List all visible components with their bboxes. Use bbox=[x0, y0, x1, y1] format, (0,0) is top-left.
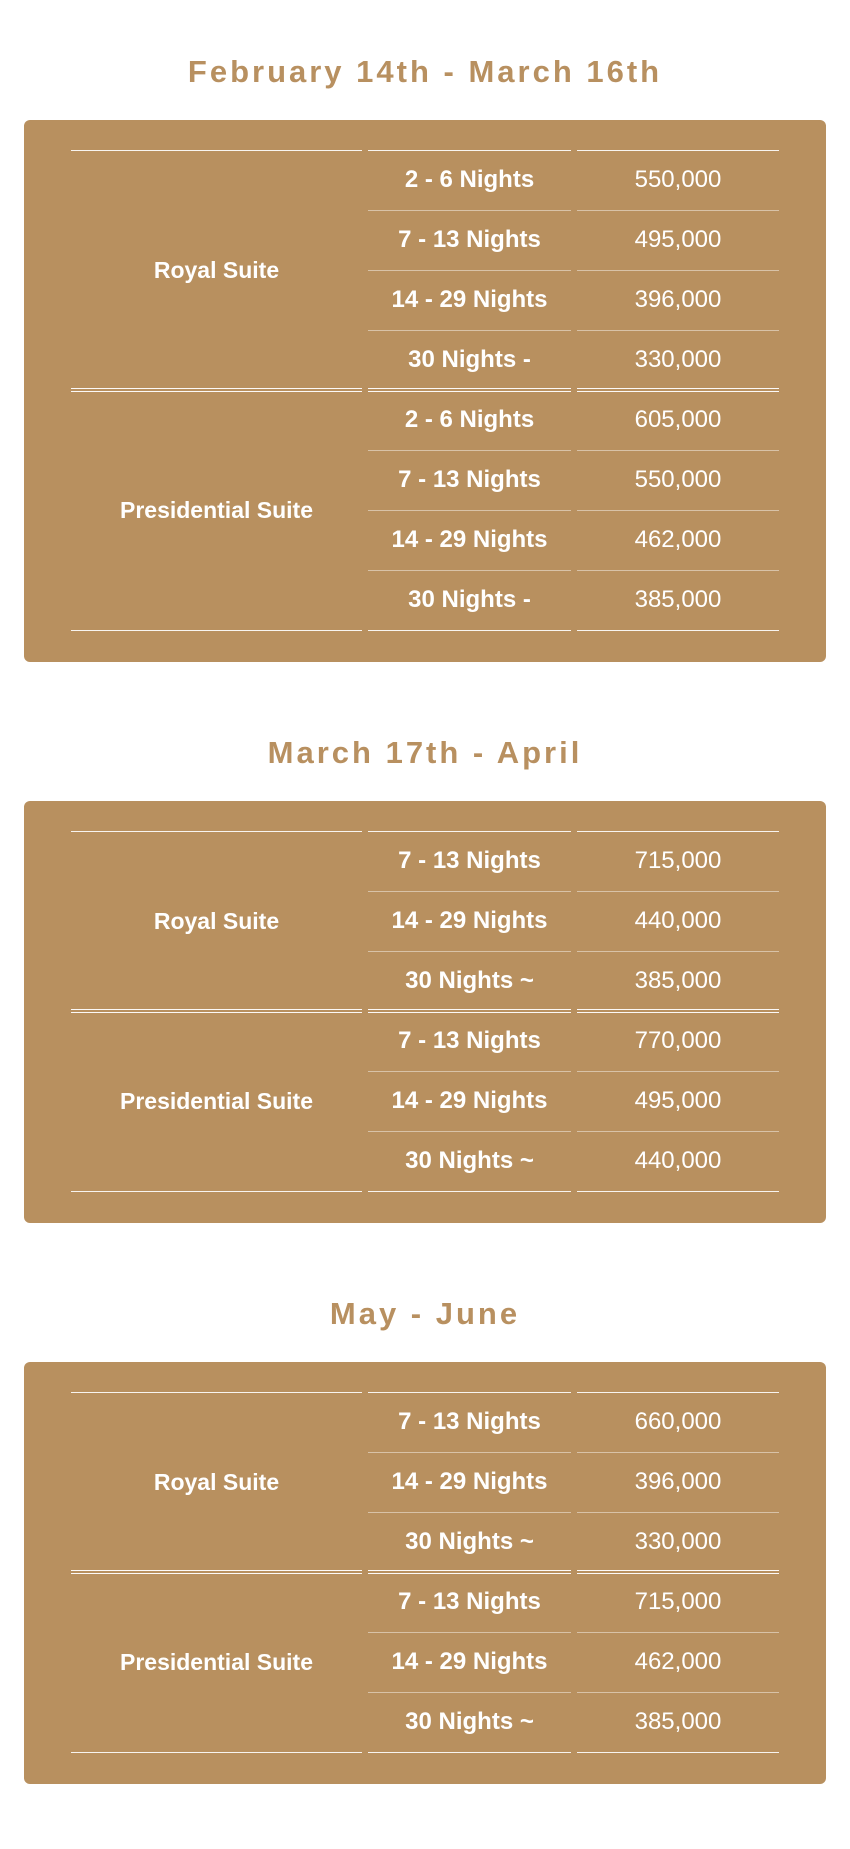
table-bottom-rule bbox=[71, 1191, 362, 1192]
table-bottom-rule bbox=[368, 1752, 571, 1753]
nights-range-cell: 14 - 29 Nights bbox=[391, 907, 548, 934]
nights-range-cell: 2 - 6 Nights bbox=[404, 406, 535, 433]
price-cell: 605,000 bbox=[634, 406, 722, 433]
nights-range-cell: 30 Nights ~ bbox=[405, 967, 534, 994]
table-bottom-rule bbox=[577, 1752, 779, 1753]
nights-range-cell: 7 - 13 Nights bbox=[398, 1027, 541, 1054]
nights-range-cell: 14 - 29 Nights bbox=[391, 1087, 548, 1114]
price-cell: 550,000 bbox=[634, 166, 722, 193]
price-cell: 385,000 bbox=[634, 1708, 722, 1735]
table-row bbox=[24, 891, 826, 951]
table-row bbox=[24, 450, 826, 510]
table-bottom-rule bbox=[71, 630, 362, 631]
nights-range-cell: 14 - 29 Nights bbox=[391, 526, 548, 553]
table-row bbox=[24, 1071, 826, 1131]
price-cell: 660,000 bbox=[634, 1408, 722, 1435]
suite-name-label: Presidential Suite bbox=[119, 1088, 313, 1114]
nights-range-cell: 30 Nights ~ bbox=[405, 1528, 534, 1555]
nights-range-cell: 7 - 13 Nights bbox=[398, 847, 541, 874]
season-title: March 17th - April bbox=[267, 735, 583, 770]
nights-range-cell: 14 - 29 Nights bbox=[391, 1468, 548, 1495]
nights-range-cell: 14 - 29 Nights bbox=[391, 1648, 548, 1675]
table-row bbox=[24, 1392, 826, 1452]
price-cell: 440,000 bbox=[634, 907, 722, 934]
table-bottom-rule bbox=[71, 1752, 362, 1753]
table-row bbox=[24, 1632, 826, 1692]
table-row bbox=[24, 390, 826, 450]
table-row bbox=[24, 1512, 826, 1572]
nights-range-cell: 30 Nights ~ bbox=[405, 1708, 534, 1735]
table-row bbox=[24, 330, 826, 390]
price-cell: 495,000 bbox=[634, 1087, 722, 1114]
nights-range-cell: 2 - 6 Nights bbox=[404, 166, 535, 193]
nights-range-cell: 7 - 13 Nights bbox=[398, 226, 541, 253]
price-cell: 396,000 bbox=[634, 1468, 722, 1495]
nights-range-cell: 7 - 13 Nights bbox=[398, 1408, 541, 1435]
season-title: May - June bbox=[329, 1296, 521, 1331]
table-row bbox=[24, 1011, 826, 1071]
table-row bbox=[24, 831, 826, 891]
nights-range-cell: 30 Nights - bbox=[408, 346, 531, 373]
table-row bbox=[24, 951, 826, 1011]
nights-range-cell: 7 - 13 Nights bbox=[398, 1588, 541, 1615]
nights-range-cell: 30 Nights ~ bbox=[405, 1147, 534, 1174]
table-row bbox=[24, 270, 826, 330]
table-bottom-rule bbox=[368, 630, 571, 631]
price-cell: 385,000 bbox=[634, 586, 722, 613]
table-bottom-rule bbox=[368, 1191, 571, 1192]
table-row bbox=[24, 150, 826, 210]
nights-range-cell: 14 - 29 Nights bbox=[391, 286, 548, 313]
price-cell: 550,000 bbox=[634, 466, 722, 493]
table-row bbox=[24, 1452, 826, 1512]
nights-range-cell: 7 - 13 Nights bbox=[398, 466, 541, 493]
price-cell: 330,000 bbox=[634, 346, 722, 373]
price-cell: 462,000 bbox=[634, 1648, 722, 1675]
price-cell: 330,000 bbox=[634, 1528, 722, 1555]
season-title: February 14th - March 16th bbox=[187, 54, 663, 89]
price-cell: 715,000 bbox=[634, 1588, 722, 1615]
price-cell: 715,000 bbox=[634, 847, 722, 874]
rate-table-card bbox=[24, 120, 826, 662]
nights-range-cell: 30 Nights - bbox=[408, 586, 531, 613]
suite-name-label: Royal Suite bbox=[153, 908, 280, 934]
suite-name-label: Presidential Suite bbox=[119, 497, 313, 523]
table-row bbox=[24, 510, 826, 570]
table-row bbox=[24, 1692, 826, 1752]
table-bottom-rule bbox=[577, 1191, 779, 1192]
suite-name-label: Royal Suite bbox=[153, 257, 280, 283]
price-cell: 770,000 bbox=[634, 1027, 722, 1054]
table-row bbox=[24, 570, 826, 630]
table-row bbox=[24, 1131, 826, 1191]
price-cell: 440,000 bbox=[634, 1147, 722, 1174]
table-bottom-rule bbox=[577, 630, 779, 631]
suite-name-label: Royal Suite bbox=[153, 1469, 280, 1495]
price-cell: 495,000 bbox=[634, 226, 722, 253]
rate-table-card bbox=[24, 801, 826, 1223]
table-row bbox=[24, 1572, 826, 1632]
rate-table-card bbox=[24, 1362, 826, 1784]
price-cell: 385,000 bbox=[634, 967, 722, 994]
suite-name-label: Presidential Suite bbox=[119, 1649, 313, 1675]
table-row bbox=[24, 210, 826, 270]
price-cell: 462,000 bbox=[634, 526, 722, 553]
price-cell: 396,000 bbox=[634, 286, 722, 313]
